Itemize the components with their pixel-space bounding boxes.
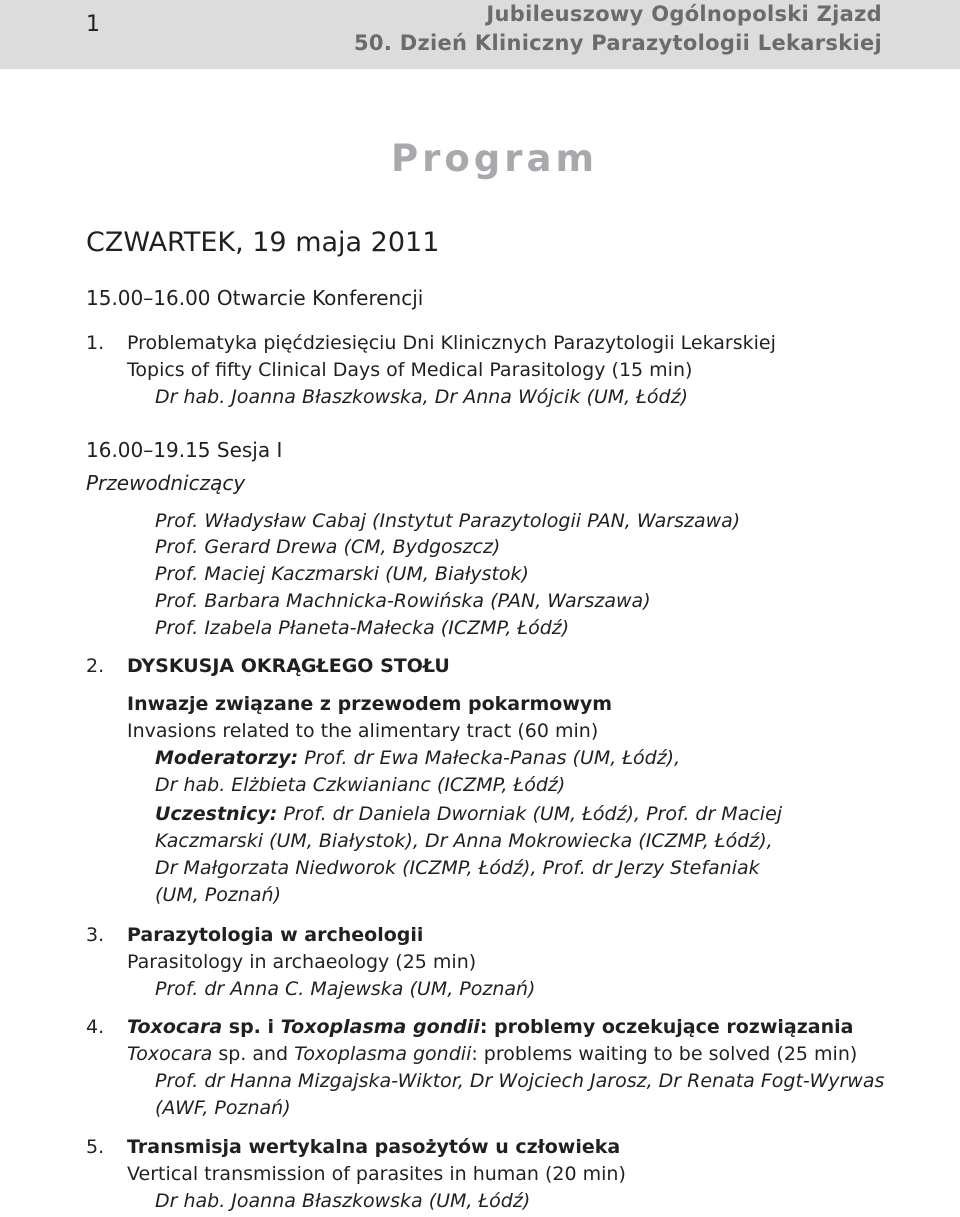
item4-sub-genus: Toxocara [127,1043,213,1065]
opening-session: 15.00–16.00 Otwarcie Konferencji [86,286,424,310]
item4-number: 4. [86,1016,105,1038]
item4-title-species: Toxoplasma gondii [280,1016,480,1038]
program-heading: Program [391,137,599,180]
conference-title-line2: 50. Dzień Kliniczny Parazytologii Lekarskiej [354,31,882,55]
item4-authors-cont: (AWF, Poznań) [155,1097,291,1119]
item4-title-part: : problemy oczekujące rozwiązania [479,1016,854,1038]
item5-subtitle: Vertical transmission of parasites in human (20 min) [127,1163,626,1185]
item2-participants-cont: Dr Małgorzata Niedworok (ICZMP, Łódź), Prof. dr Jerzy Stefaniak [155,857,760,879]
item5-title: Transmisja wertykalna pasożytów u człowieka [127,1136,621,1158]
item4-subtitle [127,1041,857,1067]
chair-item: Prof. Gerard Drewa (CM, Bydgoszcz) [155,536,501,558]
item2-participants-cont: (UM, Poznań) [155,884,281,906]
item3-authors: Prof. dr Anna C. Majewska (UM, Poznań) [155,978,536,1000]
item4-title [127,1014,853,1040]
item2-topic: Inwazje związane z przewodem pokarmowym [127,693,613,715]
item5-number: 5. [86,1136,105,1158]
item2-number: 2. [86,655,105,677]
chair-item: Prof. Barbara Machnicka-Rowińska (PAN, Warszawa) [155,590,651,612]
item4-sub-part: sp. and [212,1043,295,1065]
item4-title-genus: Toxocara [127,1016,223,1038]
item2-topic-en: Invasions related to the alimentary tract (60 min) [127,720,599,742]
item3-subtitle: Parasitology in archaeology (25 min) [127,951,477,973]
day-heading: CZWARTEK, 19 maja 2011 [86,227,440,258]
item4-sub-species: Toxoplasma gondii [294,1043,472,1065]
session-title: 16.00–19.15 Sesja I [86,438,283,462]
item3-title: Parazytologia w archeologii [127,924,424,946]
page-number: 1 [86,12,100,37]
item2-title: DYSKUSJA OKRĄGŁEGO STOŁU [127,655,450,677]
item5-authors: Dr hab. Joanna Błaszkowska (UM, Łódź) [155,1190,531,1212]
item1-title: Problematyka pięćdziesięciu Dni Klinicznych Parazytologii Lekarskiej [127,332,776,354]
chair-item: Prof. Władysław Cabaj (Instytut Parazytologii PAN, Warszawa) [155,510,741,532]
participants-label: Uczestnicy: [155,803,278,825]
chair-item: Prof. Izabela Płaneta-Małecka (ICZMP, Łódź) [155,617,570,639]
item4-sub-part: : problems waiting to be solved (25 min) [471,1043,858,1065]
participants-text: Prof. dr Daniela Dworniak (UM, Łódź), Prof. dr Maciej [277,803,783,825]
session-chair-label: Przewodniczący [86,471,246,495]
item2-moderators-cont: Dr hab. Elżbieta Czkwianianc (ICZMP, Łódź) [155,774,566,796]
item2-moderators [155,745,680,771]
item4-authors: Prof. dr Hanna Mizgajska-Wiktor, Dr Wojciech Jarosz, Dr Renata Fogt-Wyrwas [155,1070,885,1092]
conference-title-line1: Jubileuszowy Ogólnopolski Zjazd [486,2,882,26]
item2-participants [155,801,782,827]
page-header [0,0,960,69]
item1-subtitle: Topics of fifty Clinical Days of Medical Parasitology (15 min) [127,359,693,381]
moderators-label: Moderatorzy: [155,747,299,769]
item3-number: 3. [86,924,105,946]
moderators-text: Prof. dr Ewa Małecka-Panas (UM, Łódź), [298,747,681,769]
item2-participants-cont: Kaczmarski (UM, Białystok), Dr Anna Mokrowiecka (ICZMP, Łódź), [155,830,773,852]
item4-title-part: sp. i [222,1016,281,1038]
chair-item: Prof. Maciej Kaczmarski (UM, Białystok) [155,563,529,585]
item1-authors: Dr hab. Joanna Błaszkowska, Dr Anna Wójcik (UM, Łódź) [155,386,688,408]
conference-title [354,0,882,58]
item1-number: 1. [86,332,105,354]
